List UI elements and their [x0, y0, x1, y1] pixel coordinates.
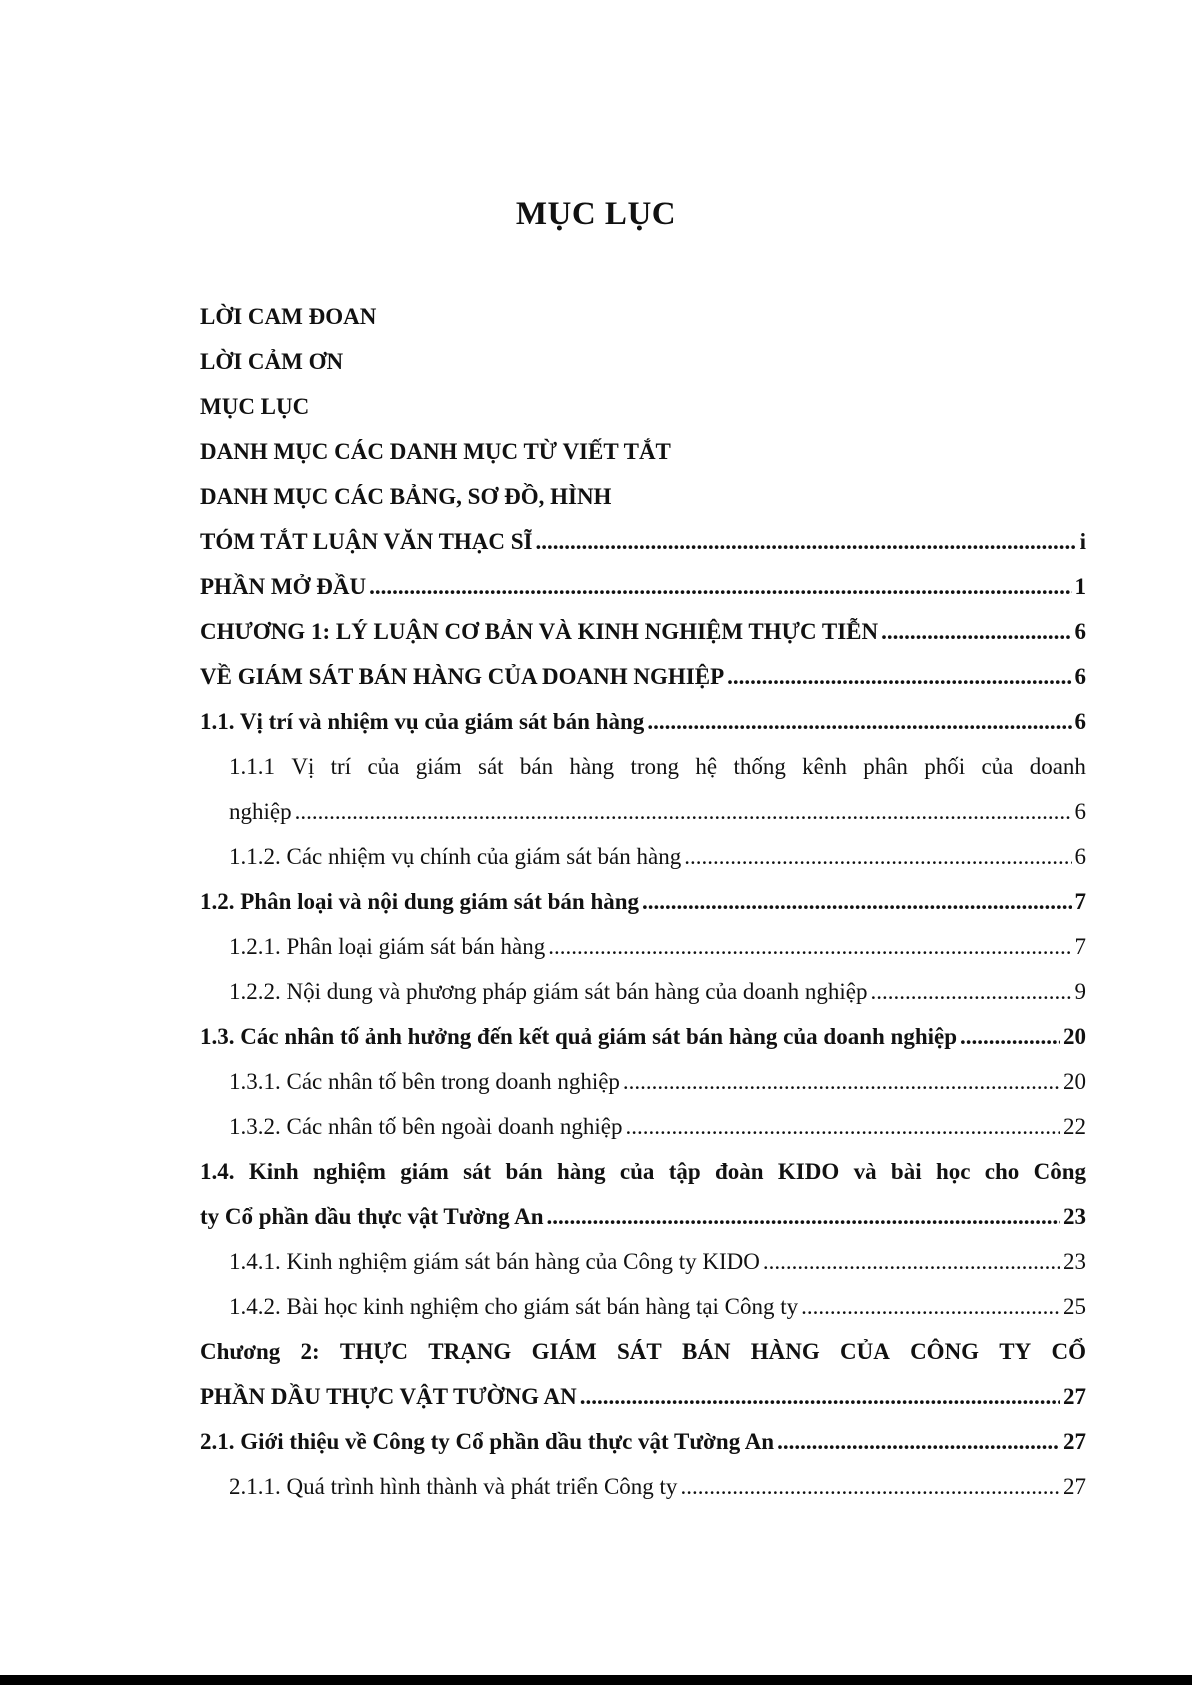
- toc-word: Chương: [200, 1338, 281, 1364]
- toc-entry[interactable]: [200, 969, 1086, 1014]
- toc-word: sát: [463, 1158, 492, 1184]
- toc-entry[interactable]: [200, 1419, 1086, 1464]
- dot-leader: [647, 709, 1071, 735]
- toc-entry-text: 1.3. Các nhân tố ảnh hưởng đến kết quả giám sát bán hàng của doanh nghiệp: [200, 1023, 958, 1049]
- toc-entry-text: [200, 1339, 1086, 1365]
- toc-page-number: 23: [1063, 1203, 1086, 1229]
- toc-word: của: [367, 753, 400, 779]
- toc-page-number: 27: [1063, 1383, 1086, 1409]
- toc-word: CỦA: [839, 1338, 890, 1364]
- dot-leader: [548, 934, 1071, 960]
- toc-entry[interactable]: [200, 474, 1086, 519]
- toc-entry-text: 1.3.2. Các nhân tố bên ngoài doanh nghiệp: [229, 1113, 623, 1139]
- toc-page-number: 6: [1074, 618, 1086, 644]
- dot-leader: [960, 1024, 1060, 1050]
- toc-word: 2:: [300, 1338, 320, 1364]
- toc-entry-text: nghiệp: [229, 798, 292, 824]
- toc-entry[interactable]: [200, 1014, 1086, 1059]
- toc-entry[interactable]: [200, 564, 1086, 609]
- toc-entry-text: LỜI CAM ĐOAN: [200, 303, 377, 329]
- dot-leader: [680, 1474, 1060, 1500]
- dot-leader: [295, 799, 1072, 825]
- toc-word: BÁN: [681, 1338, 731, 1364]
- dot-leader: [546, 1204, 1060, 1230]
- toc-word: TRẠNG: [428, 1338, 512, 1364]
- toc-page-number: 25: [1063, 1293, 1086, 1319]
- page-title: MỤC LỤC: [515, 196, 677, 232]
- toc-page-number: 7: [1074, 888, 1086, 914]
- toc-page-number: 27: [1063, 1428, 1086, 1454]
- toc-page-number: 27: [1063, 1473, 1086, 1499]
- toc-word: đoàn: [715, 1158, 764, 1184]
- toc-entry[interactable]: [200, 1104, 1086, 1149]
- toc-entry[interactable]: [200, 834, 1086, 879]
- toc-entry[interactable]: [200, 1194, 1086, 1239]
- dot-leader: [777, 1429, 1060, 1455]
- toc-entry-text: 1.1.2. Các nhiệm vụ chính của giám sát bán hàng: [229, 843, 682, 869]
- dot-leader: [536, 529, 1077, 555]
- toc-entry-text: 2.1.1. Quá trình hình thành và phát triển Công ty: [229, 1473, 678, 1499]
- toc-entry-text: 1.3.1. Các nhân tố bên trong doanh nghiệp: [229, 1068, 620, 1094]
- dot-leader: [881, 619, 1071, 645]
- toc-entry[interactable]: [200, 1464, 1086, 1509]
- toc-word: trong: [630, 753, 680, 779]
- toc-entry[interactable]: [200, 1059, 1086, 1104]
- toc-word: GIÁM: [531, 1338, 597, 1364]
- toc-word: phối: [924, 753, 966, 779]
- toc-word: hệ: [695, 753, 718, 779]
- toc-word: HÀNG: [750, 1338, 820, 1364]
- toc-word: 1.1.1: [229, 753, 275, 779]
- dot-leader: [623, 1069, 1060, 1095]
- toc-entry-text: PHẦN MỞ ĐẦU: [200, 573, 367, 599]
- toc-word: tập: [668, 1158, 701, 1184]
- toc-word: sát: [478, 753, 504, 779]
- toc-page-number: 20: [1063, 1023, 1086, 1049]
- toc-word: TY: [999, 1338, 1032, 1364]
- toc-word: 1.4.: [200, 1158, 235, 1184]
- toc-entry-text: 1.2.1. Phân loại giám sát bán hàng: [229, 933, 546, 959]
- toc-entry[interactable]: [200, 609, 1086, 654]
- toc-word: THỰC: [339, 1338, 409, 1364]
- toc-word: CÔNG: [910, 1338, 980, 1364]
- toc-entry-text: LỜI CẢM ƠN: [200, 348, 344, 374]
- toc-word: CỔ: [1051, 1338, 1086, 1364]
- toc-word: học: [935, 1158, 971, 1184]
- toc-word: doanh: [1029, 753, 1086, 779]
- toc-entry-text: [229, 754, 1086, 780]
- toc-entry[interactable]: [200, 1374, 1086, 1419]
- toc-entry-text: 1.2.2. Nội dung và phương pháp giám sát bán hàng của doanh nghiệp: [229, 978, 868, 1004]
- toc-entry-text: PHẦN DẦU THỰC VẬT TƯỜNG AN: [200, 1383, 577, 1409]
- toc-entry-text: MỤC LỤC: [200, 393, 310, 419]
- toc-entry[interactable]: [200, 879, 1086, 924]
- toc-word: bài: [890, 1158, 922, 1184]
- toc-word: Vị: [291, 753, 315, 779]
- toc-word: Công: [1033, 1158, 1086, 1184]
- toc-entry[interactable]: [200, 1239, 1086, 1284]
- toc-word: giám: [400, 1158, 449, 1184]
- toc-word: bán: [505, 1158, 543, 1184]
- toc-word: giám: [415, 753, 462, 779]
- toc-entry-text: DANH MỤC CÁC BẢNG, SƠ ĐỒ, HÌNH: [200, 483, 612, 509]
- toc-page-number: 1: [1074, 573, 1086, 599]
- toc-entry[interactable]: [200, 789, 1086, 834]
- dot-leader: [763, 1249, 1060, 1275]
- toc-page-number: 6: [1074, 708, 1086, 734]
- toc-entry-text: 2.1. Giới thiệu về Công ty Cổ phần dầu thực vật Tường An: [200, 1428, 775, 1454]
- toc-entry-text: [200, 1159, 1086, 1185]
- toc-entry[interactable]: [200, 699, 1086, 744]
- toc-word: nghiệm: [313, 1158, 386, 1184]
- toc-entry[interactable]: [200, 654, 1086, 699]
- toc-entry[interactable]: [200, 429, 1086, 474]
- toc-word: hàng: [556, 1158, 606, 1184]
- toc-word: SÁT: [616, 1338, 662, 1364]
- toc-word: cho: [984, 1158, 1020, 1184]
- toc-entry-text: CHƯƠNG 1: LÝ LUẬN CƠ BẢN VÀ KINH NGHIỆM THỰC TIỄN: [200, 618, 879, 644]
- table-of-contents: [200, 294, 1086, 1509]
- dot-leader: [727, 664, 1071, 690]
- toc-entry[interactable]: [200, 294, 1086, 339]
- toc-entry[interactable]: [200, 1329, 1086, 1374]
- toc-word: KIDO: [777, 1158, 840, 1184]
- toc-word: Kinh: [248, 1158, 299, 1184]
- dot-leader: [580, 1384, 1060, 1410]
- toc-word: của: [619, 1158, 655, 1184]
- toc-page-number: 22: [1063, 1113, 1086, 1139]
- toc-entry-text: DANH MỤC CÁC DANH MỤC TỪ VIẾT TẮT: [200, 438, 671, 464]
- toc-word: bán: [519, 753, 554, 779]
- toc-entry-text: 1.1. Vị trí và nhiệm vụ của giám sát bán hàng: [200, 708, 645, 734]
- toc-page-number: 6: [1074, 843, 1086, 869]
- toc-entry[interactable]: [200, 1149, 1086, 1194]
- toc-word: và: [853, 1158, 877, 1184]
- toc-page-number: i: [1079, 528, 1086, 554]
- toc-word: hàng: [569, 753, 615, 779]
- toc-entry-text: TÓM TẮT LUẬN VĂN THẠC SĨ: [200, 528, 533, 554]
- page-bottom-border: [0, 1675, 1192, 1685]
- dot-leader: [642, 889, 1071, 915]
- toc-entry-text: 1.2. Phân loại và nội dung giám sát bán hàng: [200, 888, 640, 914]
- toc-page-number: 7: [1074, 933, 1086, 959]
- toc-entry[interactable]: [200, 519, 1086, 564]
- toc-word: kênh: [802, 753, 847, 779]
- toc-page-number: 9: [1074, 978, 1086, 1004]
- dot-leader: [801, 1294, 1060, 1320]
- toc-entry-text: VỀ GIÁM SÁT BÁN HÀNG CỦA DOANH NGHIỆP: [200, 663, 725, 689]
- toc-entry[interactable]: [200, 339, 1086, 384]
- toc-entry[interactable]: [200, 924, 1086, 969]
- toc-entry-text: 1.4.1. Kinh nghiệm giám sát bán hàng của Công ty KIDO: [229, 1248, 760, 1274]
- toc-word: thống: [733, 753, 786, 779]
- toc-entry-text: 1.4.2. Bài học kinh nghiệm cho giám sát bán hàng tại Công ty: [229, 1293, 799, 1319]
- toc-entry[interactable]: [200, 744, 1086, 789]
- dot-leader: [625, 1114, 1060, 1140]
- toc-page-number: 6: [1074, 663, 1086, 689]
- toc-word: trí: [330, 753, 352, 779]
- toc-entry[interactable]: [200, 384, 1086, 429]
- dot-leader: [870, 979, 1071, 1005]
- toc-page-number: 6: [1074, 798, 1086, 824]
- dot-leader: [684, 844, 1071, 870]
- dot-leader: [369, 574, 1071, 600]
- toc-page-number: 23: [1063, 1248, 1086, 1274]
- toc-word: của: [981, 753, 1014, 779]
- toc-page-number: 20: [1063, 1068, 1086, 1094]
- toc-word: phân: [863, 753, 908, 779]
- toc-entry[interactable]: [200, 1284, 1086, 1329]
- toc-entry-text: ty Cổ phần dầu thực vật Tường An: [200, 1203, 544, 1229]
